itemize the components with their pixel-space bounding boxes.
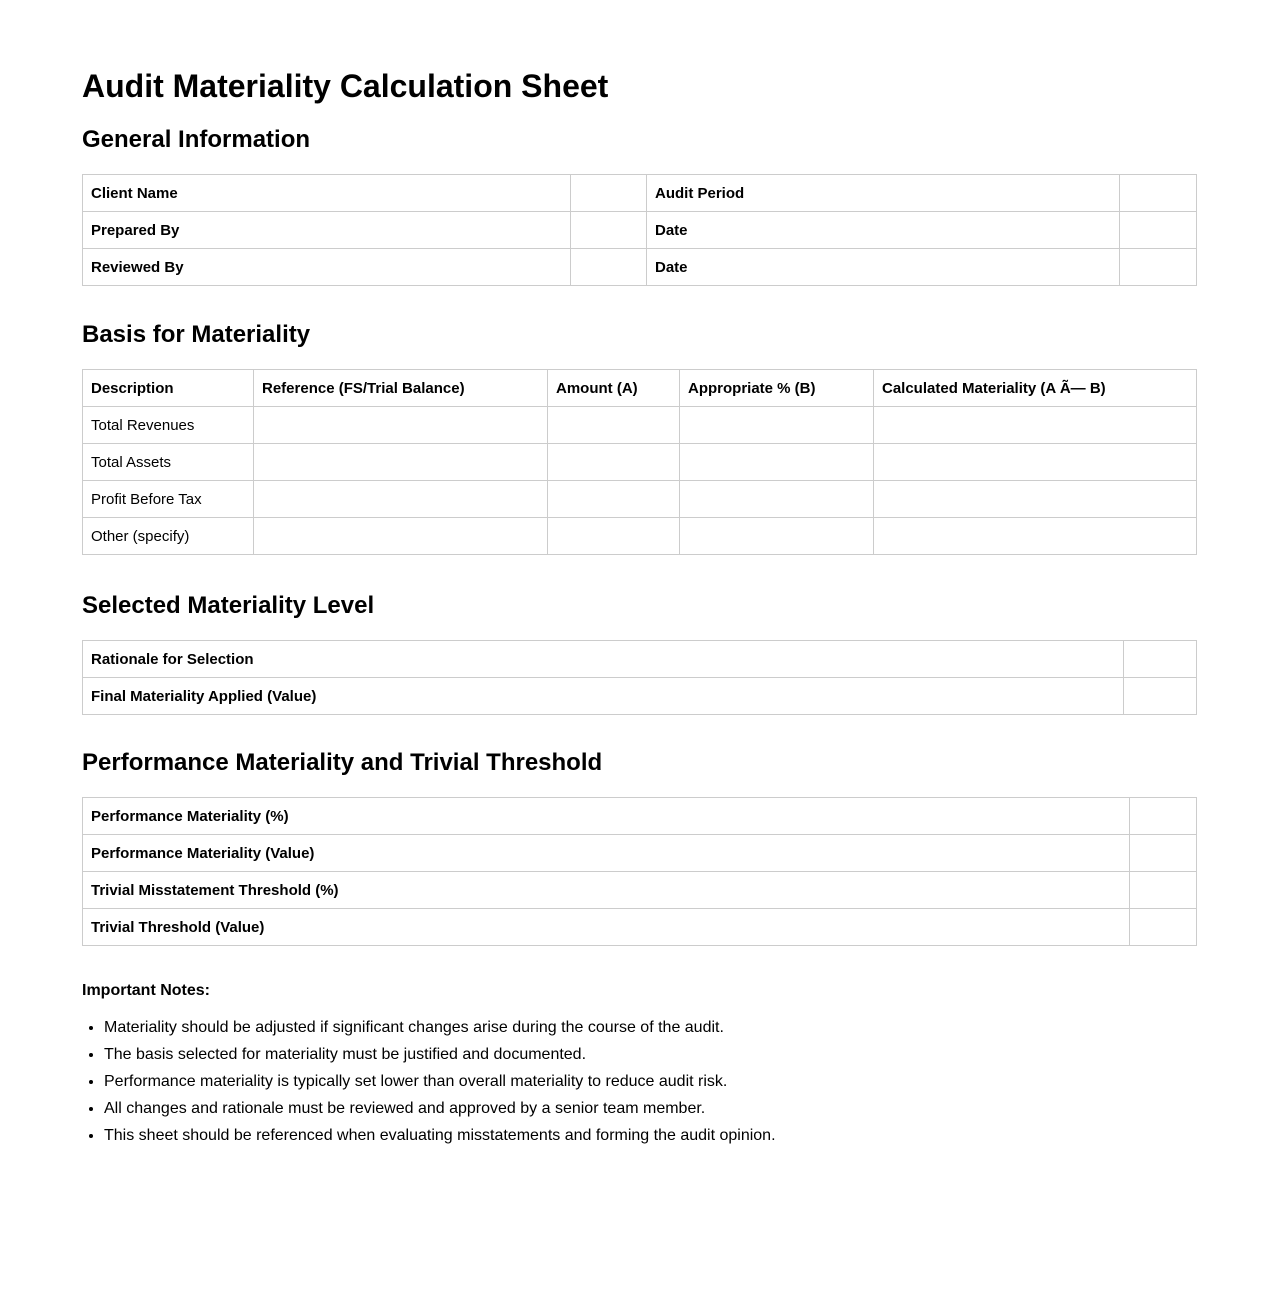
calculated-materiality-cell[interactable]: [874, 407, 1197, 444]
table-row: [83, 641, 1197, 678]
table-row: [83, 444, 1197, 481]
table-row: [83, 407, 1197, 444]
table-row: [83, 249, 1197, 286]
performance-materiality-heading: Performance Materiality and Trivial Threshold: [82, 749, 603, 776]
page-title: Audit Materiality Calculation Sheet: [82, 68, 609, 104]
percentage-cell[interactable]: [680, 407, 874, 444]
table-row: [83, 175, 1197, 212]
audit-period-label: Audit Period: [647, 175, 1120, 212]
column-header-description: Description: [83, 370, 254, 407]
table-row: [83, 909, 1197, 946]
column-header-amount: Amount (A): [548, 370, 680, 407]
column-header-percentage: Appropriate % (B): [680, 370, 874, 407]
percentage-cell[interactable]: [680, 481, 874, 518]
general-information-table: [82, 174, 1197, 286]
amount-cell[interactable]: [548, 407, 680, 444]
reference-cell[interactable]: [254, 481, 548, 518]
table-row: [83, 798, 1197, 835]
performance-materiality-percent-label: Performance Materiality (%): [83, 798, 1130, 835]
list-item: • The basis selected for materiality must be justified and documented.: [104, 1041, 776, 1068]
reference-cell[interactable]: [254, 444, 548, 481]
performance-materiality-table: [82, 797, 1197, 946]
calculated-materiality-cell[interactable]: [874, 444, 1197, 481]
table-row: [83, 481, 1197, 518]
prepared-by-field[interactable]: [571, 212, 647, 249]
reviewed-date-field[interactable]: [1120, 249, 1197, 286]
trivial-threshold-value-field[interactable]: [1130, 909, 1197, 946]
client-name-field[interactable]: [571, 175, 647, 212]
table-row: [83, 212, 1197, 249]
table-row: [83, 835, 1197, 872]
selected-materiality-heading: Selected Materiality Level: [82, 592, 375, 619]
basis-for-materiality-table: [82, 369, 1197, 555]
percentage-cell[interactable]: [680, 444, 874, 481]
rationale-for-selection-label: Rationale for Selection: [83, 641, 1124, 678]
prepared-date-label: Date: [647, 212, 1120, 249]
rationale-for-selection-field[interactable]: [1124, 641, 1197, 678]
reviewed-date-label: Date: [647, 249, 1120, 286]
final-materiality-field[interactable]: [1124, 678, 1197, 715]
table-row: [83, 872, 1197, 909]
list-item: • This sheet should be referenced when evaluating misstatements and forming the audit opinion.: [104, 1122, 776, 1149]
list-item: • Performance materiality is typically set lower than overall materiality to reduce audit risk.: [104, 1068, 776, 1095]
percentage-cell[interactable]: [680, 518, 874, 555]
reviewed-by-field[interactable]: [571, 249, 647, 286]
list-item: • All changes and rationale must be reviewed and approved by a senior team member.: [104, 1095, 776, 1122]
reviewed-by-label: Reviewed By: [83, 249, 571, 286]
amount-cell[interactable]: [548, 444, 680, 481]
performance-materiality-value-field[interactable]: [1130, 835, 1197, 872]
table-header-row: [83, 370, 1197, 407]
client-name-label: Client Name: [83, 175, 571, 212]
row-description: Profit Before Tax: [83, 481, 254, 518]
prepared-by-label: Prepared By: [83, 212, 571, 249]
column-header-reference: Reference (FS/Trial Balance): [254, 370, 548, 407]
performance-materiality-value-label: Performance Materiality (Value): [83, 835, 1130, 872]
calculated-materiality-cell[interactable]: [874, 518, 1197, 555]
row-description: Other (specify): [83, 518, 254, 555]
trivial-threshold-value-label: Trivial Threshold (Value): [83, 909, 1130, 946]
amount-cell[interactable]: [548, 481, 680, 518]
row-description: Total Assets: [83, 444, 254, 481]
audit-period-field[interactable]: [1120, 175, 1197, 212]
trivial-threshold-percent-field[interactable]: [1130, 872, 1197, 909]
trivial-threshold-percent-label: Trivial Misstatement Threshold (%): [83, 872, 1130, 909]
prepared-date-field[interactable]: [1120, 212, 1197, 249]
notes-list: [82, 1014, 776, 1149]
calculated-materiality-cell[interactable]: [874, 481, 1197, 518]
list-item: • Materiality should be adjusted if significant changes arise during the course of the audit.: [104, 1014, 776, 1041]
reference-cell[interactable]: [254, 407, 548, 444]
notes-title: Important Notes:: [82, 982, 210, 999]
row-description: Total Revenues: [83, 407, 254, 444]
final-materiality-label: Final Materiality Applied (Value): [83, 678, 1124, 715]
reference-cell[interactable]: [254, 518, 548, 555]
basis-for-materiality-heading: Basis for Materiality: [82, 321, 311, 348]
selected-materiality-table: [82, 640, 1197, 715]
table-row: [83, 678, 1197, 715]
column-header-calculated-materiality: Calculated Materiality (A Ã— B): [874, 370, 1197, 407]
performance-materiality-percent-field[interactable]: [1130, 798, 1197, 835]
amount-cell[interactable]: [548, 518, 680, 555]
general-information-heading: General Information: [82, 126, 311, 153]
table-row: [83, 518, 1197, 555]
